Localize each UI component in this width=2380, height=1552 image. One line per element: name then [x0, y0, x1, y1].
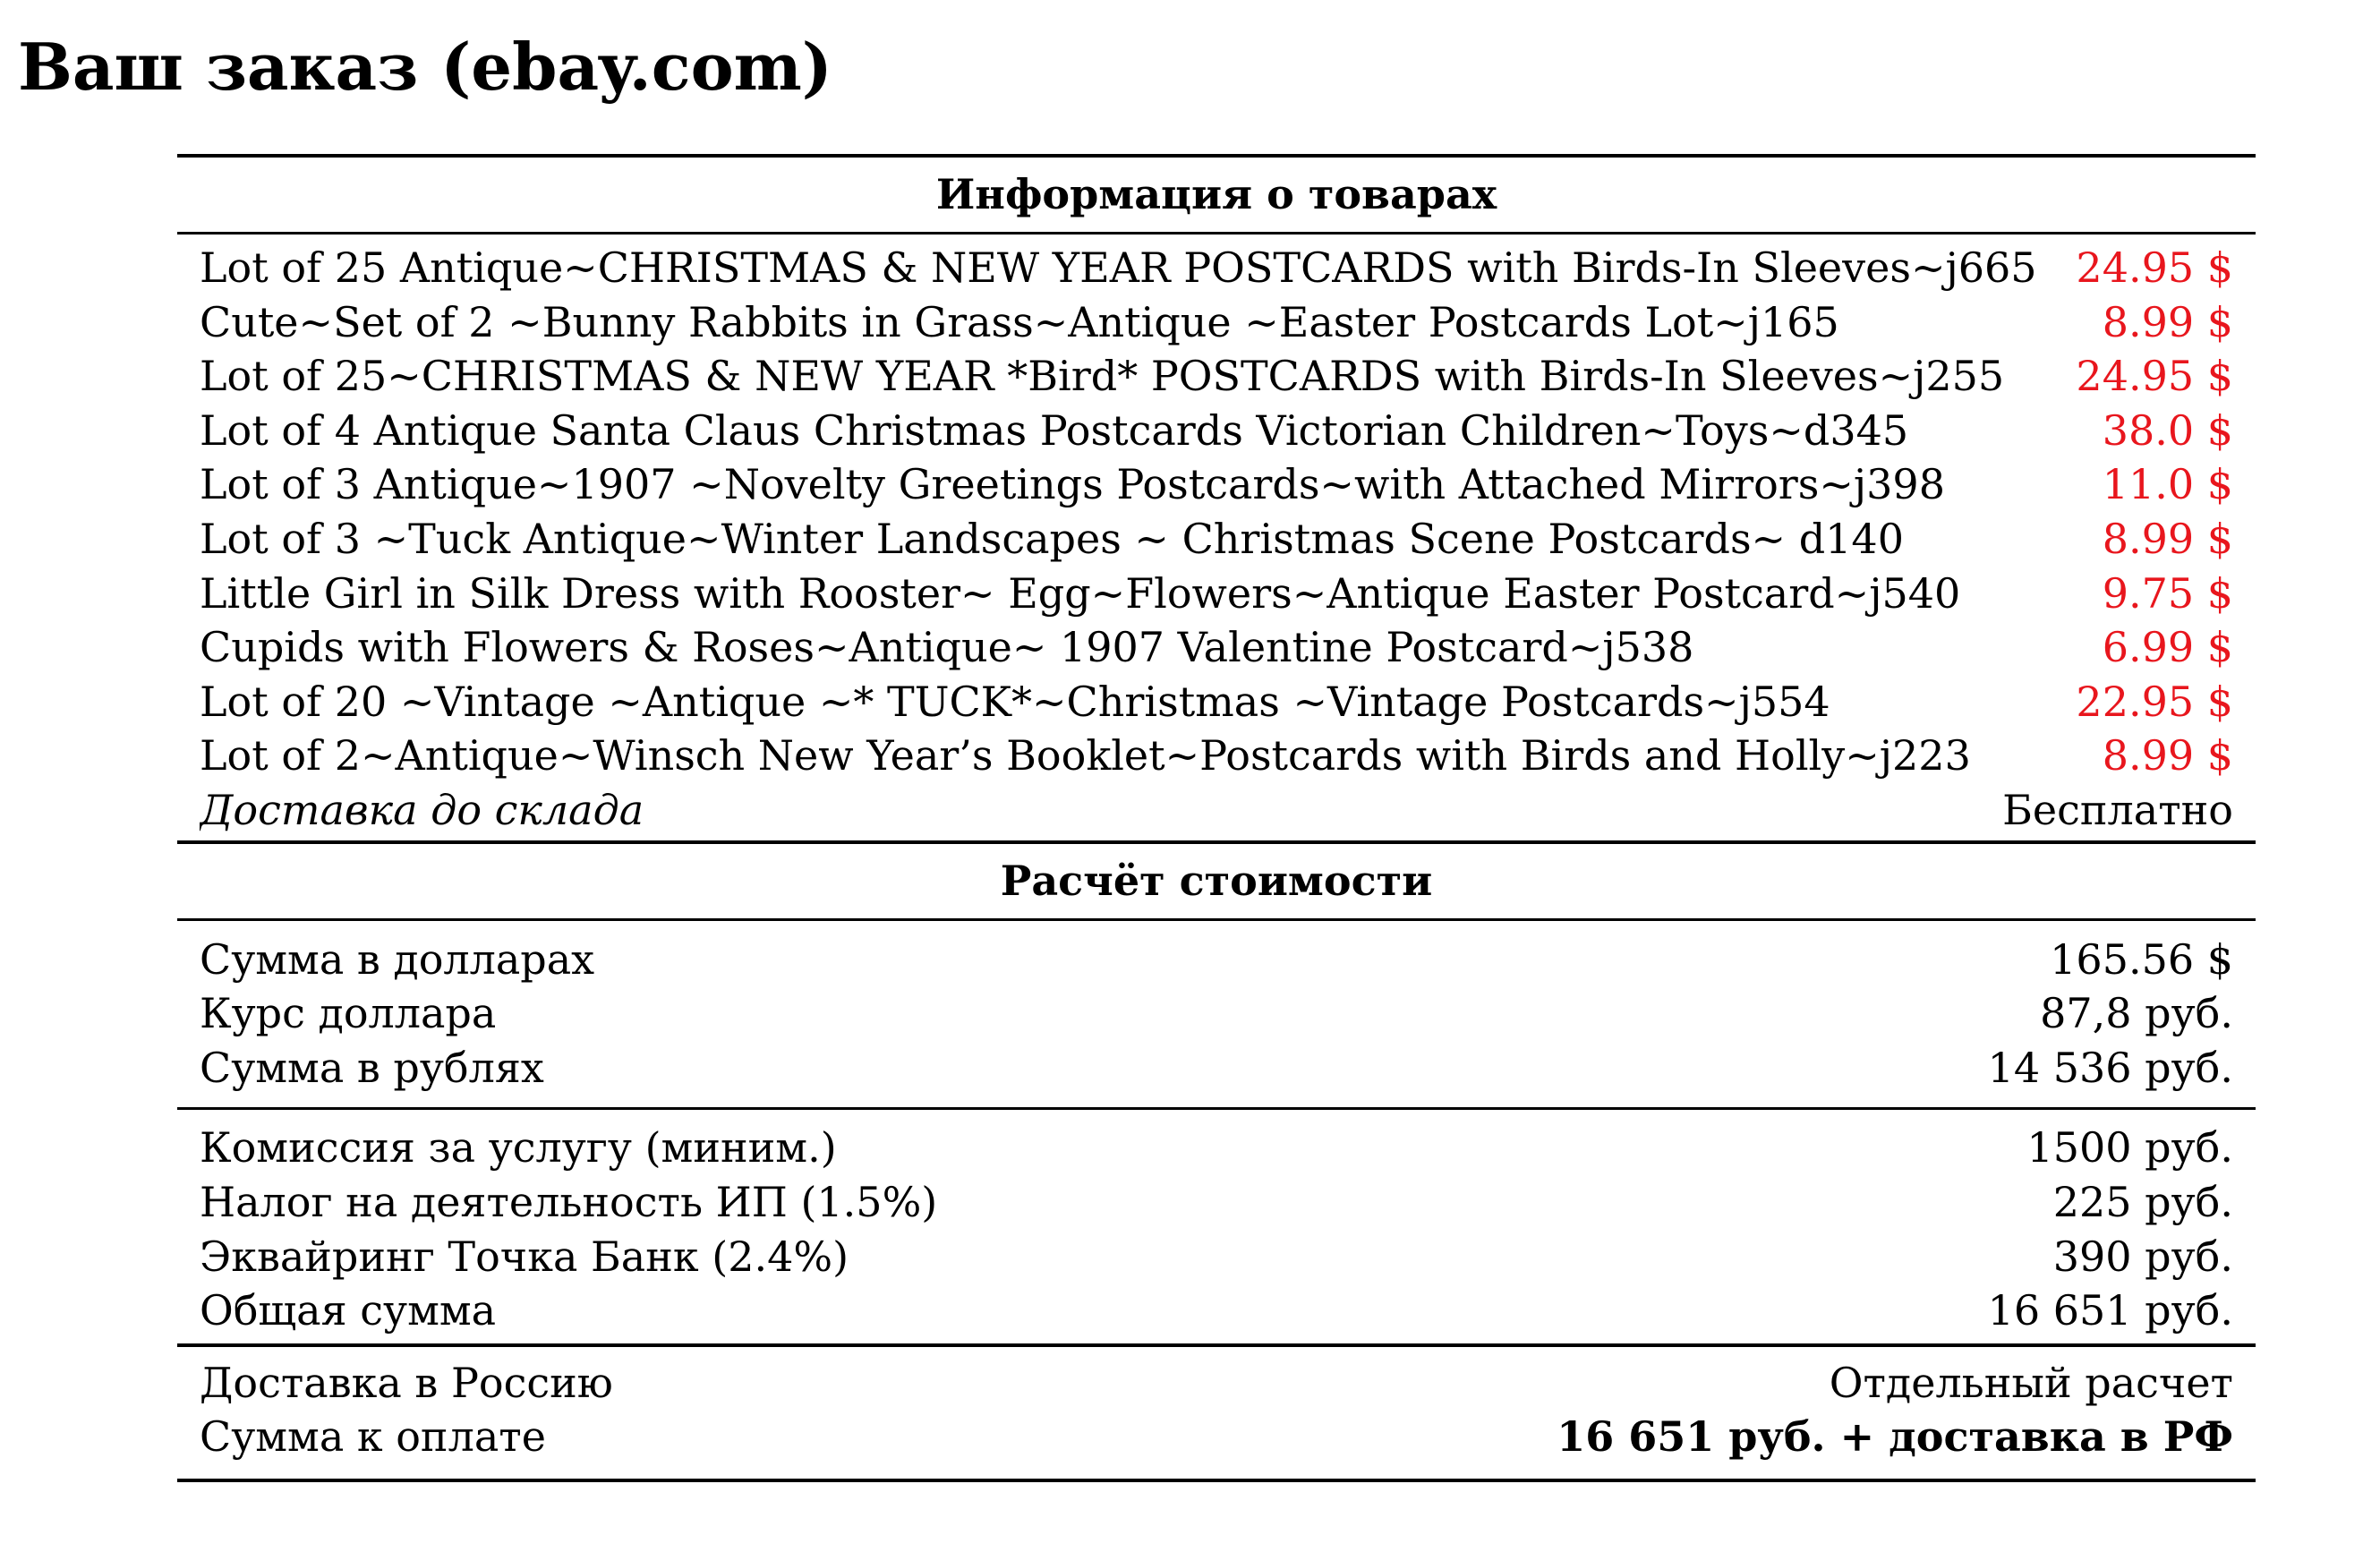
delivery-russia-label: Доставка в Россию: [200, 1358, 613, 1407]
item-name: Cupids with Flowers & Roses~Antique~ 1907 Valentine Postcard~j538: [200, 623, 1694, 672]
rub-total-value: 14 536 руб.: [1987, 1043, 2233, 1092]
item-row: [200, 620, 2233, 675]
tax-value: 225 руб.: [2052, 1177, 2233, 1226]
commission-row: [200, 1121, 2233, 1175]
grand-total-value: 16 651 руб.: [1987, 1286, 2233, 1335]
tax-label: Налог на деятельность ИП (1.5%): [200, 1177, 938, 1226]
item-price: 8.99 $: [2102, 731, 2233, 780]
acquiring-label: Эквайринг Точка Банк (2.4%): [200, 1232, 849, 1281]
items-list: [177, 235, 2256, 840]
item-price: 8.99 $: [2102, 297, 2233, 346]
item-price: 38.0 $: [2102, 405, 2233, 455]
item-price: 24.95 $: [2076, 243, 2233, 292]
amount-due-label: Сумма к оплате: [200, 1412, 546, 1462]
item-row: [200, 729, 2233, 783]
item-row: [200, 512, 2233, 567]
usd-total-value: 165.56 $: [2050, 934, 2233, 984]
warehouse-shipping-row: [200, 783, 2233, 838]
item-price: 9.75 $: [2102, 568, 2233, 618]
usd-total-label: Сумма в долларах: [200, 934, 595, 984]
item-name: Lot of 4 Antique Santa Claus Christmas Postcards Victorian Children~Toys~d345: [200, 405, 1909, 455]
usd-total-row: [200, 933, 2233, 987]
item-row: [200, 567, 2233, 621]
item-name: Cute~Set of 2 ~Bunny Rabbits in Grass~Antique ~Easter Postcards Lot~j165: [200, 297, 1839, 346]
conversion-block: [177, 921, 2256, 1108]
item-name: Little Girl in Silk Dress with Rooster~ Egg~Flowers~Antique Easter Postcard~j540: [200, 568, 1961, 618]
item-name: Lot of 3 Antique~1907 ~Novelty Greetings Postcards~with Attached Mirrors~j398: [200, 460, 1945, 509]
item-price: 8.99 $: [2102, 514, 2233, 563]
table-bottom-rule: [177, 1479, 2256, 1482]
order-summary-table: [177, 154, 2256, 1482]
commission-label: Комиссия за услугу (миним.): [200, 1123, 837, 1173]
item-name: Lot of 20 ~Vintage ~Antique ~* TUCK*~Christmas ~Vintage Postcards~j554: [200, 677, 1830, 726]
item-price: 24.95 $: [2076, 352, 2233, 401]
commission-value: 1500 руб.: [2026, 1123, 2233, 1173]
amount-due-value: 16 651 руб. + доставка в РФ: [1557, 1412, 2233, 1462]
exchange-rate-value: 87,8 руб.: [2040, 989, 2233, 1038]
grand-total-row: [200, 1283, 2233, 1338]
exchange-rate-label: Курс доллара: [200, 989, 497, 1038]
warehouse-shipping-value: Бесплатно: [2002, 785, 2233, 834]
item-row: [200, 241, 2233, 295]
acquiring-value: 390 руб.: [2052, 1232, 2233, 1281]
item-row: [200, 457, 2233, 512]
item-row: [200, 404, 2233, 458]
acquiring-row: [200, 1230, 2233, 1284]
items-section-header: Информация о товарах: [935, 170, 1497, 218]
item-price: 11.0 $: [2102, 460, 2233, 509]
page-title: Ваш заказ (ebay.com): [18, 29, 832, 105]
amount-due-row: [200, 1410, 2233, 1464]
item-row: [200, 295, 2233, 350]
grand-total-label: Общая сумма: [200, 1286, 497, 1335]
item-row: [200, 675, 2233, 729]
exchange-rate-row: [200, 986, 2233, 1041]
fees-block: [177, 1110, 2256, 1343]
warehouse-shipping-label: Доставка до склада: [200, 785, 644, 834]
item-name: Lot of 25~CHRISTMAS & NEW YEAR *Bird* POSTCARDS with Birds-In Sleeves~j255: [200, 352, 2005, 401]
item-name: Lot of 2~Antique~Winsch New Year’s Booklet~Postcards with Birds and Holly~j223: [200, 731, 1971, 780]
item-price: 22.95 $: [2076, 677, 2233, 726]
item-row: [200, 349, 2233, 404]
tax-row: [200, 1175, 2233, 1230]
item-name: Lot of 25 Antique~CHRISTMAS & NEW YEAR POSTCARDS with Birds-In Sleeves~j665: [200, 243, 2037, 292]
calc-section-header: Расчёт стоимости: [1000, 856, 1433, 905]
delivery-russia-value: Отдельный расчет: [1829, 1358, 2233, 1407]
item-name: Lot of 3 ~Tuck Antique~Winter Landscapes ~ Christmas Scene Postcards~ d140: [200, 514, 1904, 563]
delivery-russia-row: [200, 1356, 2233, 1411]
rub-total-label: Сумма в рублях: [200, 1043, 544, 1092]
final-block: [177, 1347, 2256, 1479]
rub-total-row: [200, 1041, 2233, 1096]
item-price: 6.99 $: [2102, 623, 2233, 672]
